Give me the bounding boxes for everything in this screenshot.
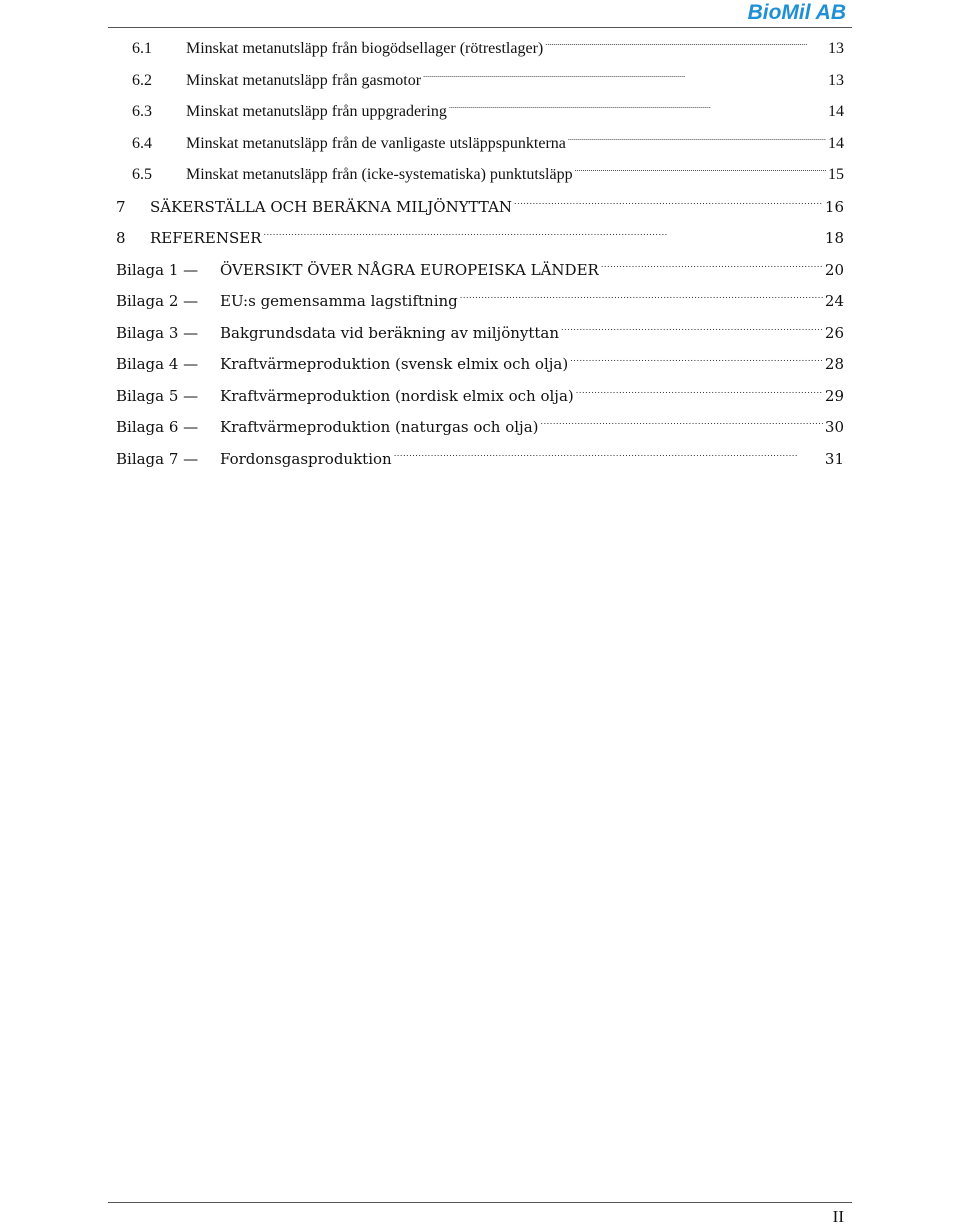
page-number: II bbox=[832, 1207, 844, 1226]
toc-entry[interactable] bbox=[116, 258, 844, 290]
toc-entry-title: Minskat metanutsläpp från biogödsellager (rötrestlager) bbox=[186, 40, 544, 57]
toc-entry-page: 14 bbox=[828, 103, 844, 120]
toc-entry-page: 26 bbox=[824, 323, 844, 342]
toc-entry-page: 30 bbox=[824, 418, 844, 436]
toc-entry[interactable] bbox=[116, 37, 844, 69]
toc-entry[interactable] bbox=[116, 415, 844, 447]
page-header bbox=[108, 0, 852, 28]
toc-entry-page: 15 bbox=[828, 166, 844, 183]
toc-entry[interactable] bbox=[116, 447, 844, 479]
toc-dot-leader bbox=[264, 229, 823, 243]
toc-entry-page: 13 bbox=[828, 71, 844, 89]
toc-entry-page: 13 bbox=[828, 40, 844, 57]
toc-entry-title: Fordonsgasproduktion bbox=[220, 449, 392, 468]
toc-dot-leader bbox=[568, 134, 826, 148]
company-brand: BioMil AB bbox=[747, 1, 846, 24]
toc-entry-number: 8 bbox=[116, 229, 126, 247]
toc-entry[interactable] bbox=[116, 384, 844, 416]
table-of-contents bbox=[116, 37, 844, 478]
toc-entry-page: 24 bbox=[824, 292, 844, 310]
toc-entry-title: Kraftvärmeproduktion (nordisk elmix och olja) bbox=[220, 386, 574, 405]
toc-entry-number: Bilaga 2 — bbox=[116, 292, 199, 310]
toc-entry-page: 28 bbox=[824, 355, 844, 373]
toc-entry-page: 20 bbox=[824, 260, 844, 279]
toc-entry-number: 6.2 bbox=[132, 71, 152, 89]
toc-entry[interactable] bbox=[116, 132, 844, 164]
toc-entry[interactable] bbox=[116, 321, 844, 353]
toc-entry[interactable] bbox=[116, 163, 844, 195]
toc-entry-number: Bilaga 6 — bbox=[116, 418, 199, 436]
toc-entry-number: 7 bbox=[116, 197, 126, 216]
toc-entry-number: Bilaga 1 — bbox=[116, 260, 199, 279]
toc-dot-leader bbox=[545, 39, 826, 53]
toc-entry[interactable] bbox=[116, 352, 844, 384]
toc-entry-title: SÄKERSTÄLLA OCH BERÄKNA MILJÖNYTTAN bbox=[150, 197, 513, 216]
toc-dot-leader bbox=[460, 292, 823, 306]
toc-entry-number: 6.3 bbox=[132, 103, 152, 120]
toc-entry-title: Bakgrundsdata vid beräkning av miljönyttan bbox=[220, 323, 560, 342]
toc-entry-title: EU:s gemensamma lagstiftning bbox=[220, 292, 458, 310]
toc-entry[interactable] bbox=[116, 195, 844, 227]
toc-entry[interactable] bbox=[116, 289, 844, 321]
toc-dot-leader bbox=[514, 198, 823, 212]
toc-entry-title: Minskat metanutsläpp från gasmotor bbox=[186, 71, 422, 89]
toc-entry[interactable] bbox=[116, 69, 844, 101]
toc-entry-page: 14 bbox=[828, 134, 844, 152]
toc-entry-title: Kraftvärmeproduktion (svensk elmix och olja) bbox=[220, 355, 569, 373]
toc-entry-title: ÖVERSIKT ÖVER NÅGRA EUROPEISKA LÄNDER bbox=[220, 260, 599, 279]
toc-entry-title: Minskat metanutsläpp från uppgradering bbox=[186, 103, 447, 120]
toc-dot-leader bbox=[575, 165, 826, 179]
toc-dot-leader bbox=[570, 355, 823, 369]
toc-dot-leader bbox=[541, 418, 823, 432]
toc-entry-title: Kraftvärmeproduktion (naturgas och olja) bbox=[220, 418, 539, 436]
toc-entry-page: 16 bbox=[824, 197, 844, 216]
toc-entry-number: 6.5 bbox=[132, 166, 152, 183]
toc-entry-number: Bilaga 3 — bbox=[116, 323, 199, 342]
toc-dot-leader bbox=[423, 71, 826, 85]
toc-entry-number: 6.4 bbox=[132, 134, 152, 152]
toc-dot-leader bbox=[561, 324, 823, 338]
toc-entry-number: Bilaga 7 — bbox=[116, 449, 199, 468]
toc-entry-title: Minskat metanutsläpp från (icke-systematiska) punktutsläpp bbox=[186, 166, 573, 183]
toc-entry-page: 31 bbox=[824, 449, 844, 468]
toc-dot-leader bbox=[394, 450, 823, 464]
toc-entry[interactable] bbox=[116, 226, 844, 258]
toc-entry-number: Bilaga 4 — bbox=[116, 355, 199, 373]
toc-entry-title: Minskat metanutsläpp från de vanligaste utsläppspunkterna bbox=[186, 134, 566, 152]
page-footer bbox=[108, 1202, 852, 1226]
toc-entry[interactable] bbox=[116, 100, 844, 132]
toc-dot-leader bbox=[601, 261, 823, 275]
toc-entry-title: REFERENSER bbox=[150, 229, 262, 247]
toc-entry-number: 6.1 bbox=[132, 40, 152, 57]
toc-dot-leader bbox=[576, 387, 823, 401]
toc-entry-page: 29 bbox=[824, 386, 844, 405]
toc-dot-leader bbox=[449, 102, 826, 116]
toc-entry-number: Bilaga 5 — bbox=[116, 386, 199, 405]
toc-entry-page: 18 bbox=[824, 229, 844, 247]
